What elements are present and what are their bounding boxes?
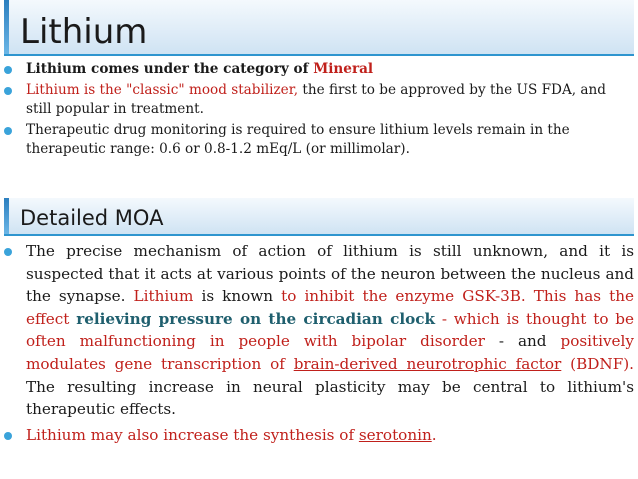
bullet-icon bbox=[4, 66, 12, 74]
title-bar bbox=[4, 0, 634, 56]
slide-title: Lithium bbox=[20, 12, 148, 52]
intro-bullet-list bbox=[0, 60, 632, 161]
bullet-icon bbox=[4, 87, 12, 95]
bullet-text: - and bbox=[484, 332, 561, 351]
bullet-text: The precise mechanism of action of lithium is still unknown, and it is suspected that it acts at various points of the neuron between the nucleus and the synapse. bbox=[26, 242, 634, 306]
bullet-text: The resulting increase in neural plasticity may be central to lithium's therapeutic effects. bbox=[26, 377, 634, 419]
bullet-text: the first to be approved by the US FDA, and still popular in treatment. bbox=[26, 82, 606, 117]
highlight-text: - which is thought to be often malfunctioning in people with bipolar disorder bbox=[26, 309, 634, 351]
bullet-text: is known bbox=[193, 287, 282, 306]
bullet-text: Therapeutic drug monitoring is required to ensure lithium levels remain in the therapeutic range: 0.6 or 0.8-1.2 mEq/L (or millimolar). bbox=[26, 122, 570, 157]
highlight-text: (BDNF). bbox=[561, 354, 634, 373]
highlight-text: Lithium is the "classic" mood stabilizer, bbox=[26, 82, 299, 98]
list-item bbox=[0, 81, 632, 119]
title-accent-stripe bbox=[4, 0, 9, 54]
highlight-text: Mineral bbox=[313, 61, 374, 77]
highlight-text: Lithium may also increase the synthesis of bbox=[26, 425, 359, 444]
list-item bbox=[0, 424, 634, 447]
serotonin-link[interactable]: serotonin bbox=[358, 425, 432, 444]
highlight-text: . bbox=[431, 425, 437, 444]
highlight-text: Lithium bbox=[133, 287, 194, 306]
highlight-text: positively modulates gene transcription of bbox=[26, 332, 634, 373]
section-accent-stripe bbox=[4, 198, 9, 234]
bullet-text: Lithium comes under the category of bbox=[26, 61, 314, 77]
emphasis-text: relieving pressure on the circadian clock bbox=[76, 309, 435, 328]
list-item bbox=[0, 121, 632, 159]
section-title: Detailed MOA bbox=[20, 206, 164, 230]
section-header-bar bbox=[4, 198, 634, 236]
bullet-icon bbox=[4, 248, 12, 256]
list-item bbox=[0, 240, 634, 421]
highlight-text: to inhibit the enzyme GSK-3B. This has the effect bbox=[26, 287, 634, 328]
bdnf-link[interactable]: brain-derived neurotrophic factor bbox=[293, 354, 562, 373]
bullet-icon bbox=[4, 432, 12, 440]
moa-bullet-list bbox=[0, 240, 634, 446]
list-item bbox=[0, 60, 632, 79]
bullet-icon bbox=[4, 127, 12, 135]
